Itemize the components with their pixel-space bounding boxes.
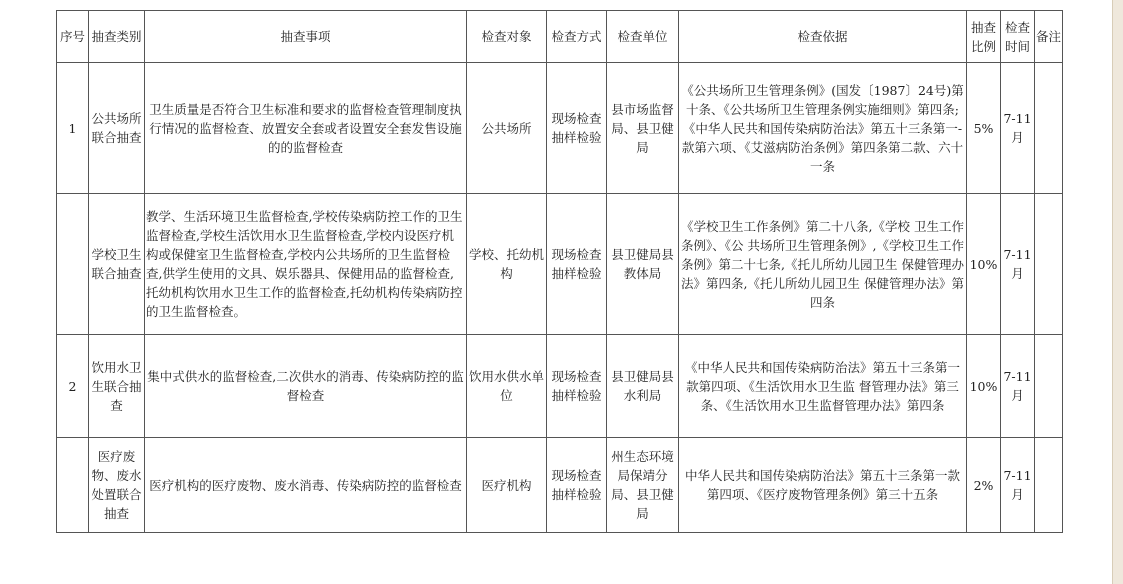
header-category: 抽查类别 [89, 11, 145, 63]
cell-index [57, 194, 89, 335]
cell-ratio: 10% [967, 335, 1001, 438]
cell-target: 公共场所 [467, 63, 547, 194]
header-note: 备注 [1035, 11, 1063, 63]
cell-unit: 州生态环境局保靖分局、县卫健局 [607, 438, 679, 533]
inspection-table [56, 10, 1063, 533]
cell-time: 7-11月 [1001, 63, 1035, 194]
page-margin-strip [1112, 0, 1123, 584]
cell-time: 7-11月 [1001, 438, 1035, 533]
cell-method: 现场检查抽样检验 [547, 63, 607, 194]
cell-target: 饮用水供水单位 [467, 335, 547, 438]
cell-items: 卫生质量是否符合卫生标准和要求的监督检查管理制度执行情况的监督检查、放置安全套或者设置安全套发售设施的的监督检查 [145, 63, 467, 194]
cell-basis: 中华人民共和国传染病防治法》第五十三条第一款第四项、《医疗废物管理条例》第三十五条 [679, 438, 967, 533]
header-target: 检查对象 [467, 11, 547, 63]
cell-unit: 县卫健局县水利局 [607, 335, 679, 438]
cell-time: 7-11月 [1001, 335, 1035, 438]
cell-note [1035, 438, 1063, 533]
cell-ratio: 5% [967, 63, 1001, 194]
cell-category: 医疗废物、废水处置联合抽查 [89, 438, 145, 533]
cell-method: 现场检查抽样检验 [547, 194, 607, 335]
cell-items: 医疗机构的医疗废物、废水消毒、传染病防控的监督检查 [145, 438, 467, 533]
header-unit: 检查单位 [607, 11, 679, 63]
cell-index: 2 [57, 335, 89, 438]
cell-time: 7-11月 [1001, 194, 1035, 335]
cell-target: 医疗机构 [467, 438, 547, 533]
cell-method: 现场检查抽样检验 [547, 438, 607, 533]
cell-basis: 《公共场所卫生管理条例》(国发〔1987〕24号)第十条、《公共场所卫生管理条例实施细则》第四条;《中华人民共和国传染病防治法》第五十三条第一-款第六项、《艾滋病防治条例》第四条第二款、六十一条 [679, 63, 967, 194]
cell-basis: 《中华人民共和国传染病防治法》第五十三条第一款第四项、《生活饮用水卫生监 督管理办法》第三条、《生活饮用水卫生监督管理办法》第四条 [679, 335, 967, 438]
cell-unit: 县卫健局县教体局 [607, 194, 679, 335]
table-row [57, 335, 1063, 438]
cell-note [1035, 63, 1063, 194]
cell-category: 公共场所联合抽查 [89, 63, 145, 194]
cell-method: 现场检查抽样检验 [547, 335, 607, 438]
table-row [57, 194, 1063, 335]
cell-ratio: 2% [967, 438, 1001, 533]
cell-index: 1 [57, 63, 89, 194]
cell-items: 教学、生活环境卫生监督检查,学校传染病防控工作的卫生监督检查,学校生活饮用水卫生监督检查,学校内设医疗机构或保健室卫生监督检查,学校内公共场所的卫生监督检查,供学生使用的文具、娱乐器具、保健用品的监督检查,托幼机构饮用水卫生工作的监督检查,托幼机构传染病防控的卫生监督检查。 [145, 194, 467, 335]
cell-category: 学校卫生联合抽查 [89, 194, 145, 335]
header-time: 检查时间 [1001, 11, 1035, 63]
table-row [57, 438, 1063, 533]
cell-note [1035, 335, 1063, 438]
header-basis: 检查依据 [679, 11, 967, 63]
cell-basis: 《学校卫生工作条例》第二十八条,《学校 卫生工作条例》、《公 共场所卫生管理条例》,《学校卫生工作条例》第二十七条,《托儿所幼儿园卫生 保健管理办法》第四条,《托儿所幼儿园卫生 保健管理办法》第四条 [679, 194, 967, 335]
table-row [57, 63, 1063, 194]
header-items: 抽查事项 [145, 11, 467, 63]
header-method: 检查方式 [547, 11, 607, 63]
table-header-row [57, 11, 1063, 63]
cell-note [1035, 194, 1063, 335]
cell-category: 饮用水卫生联合抽查 [89, 335, 145, 438]
header-ratio: 抽查比例 [967, 11, 1001, 63]
cell-target: 学校、托幼机构 [467, 194, 547, 335]
header-index: 序号 [57, 11, 89, 63]
cell-ratio: 10% [967, 194, 1001, 335]
cell-items: 集中式供水的监督检查,二次供水的消毒、传染病防控的监督检查 [145, 335, 467, 438]
cell-index [57, 438, 89, 533]
cell-unit: 县市场监督局、县卫健局 [607, 63, 679, 194]
